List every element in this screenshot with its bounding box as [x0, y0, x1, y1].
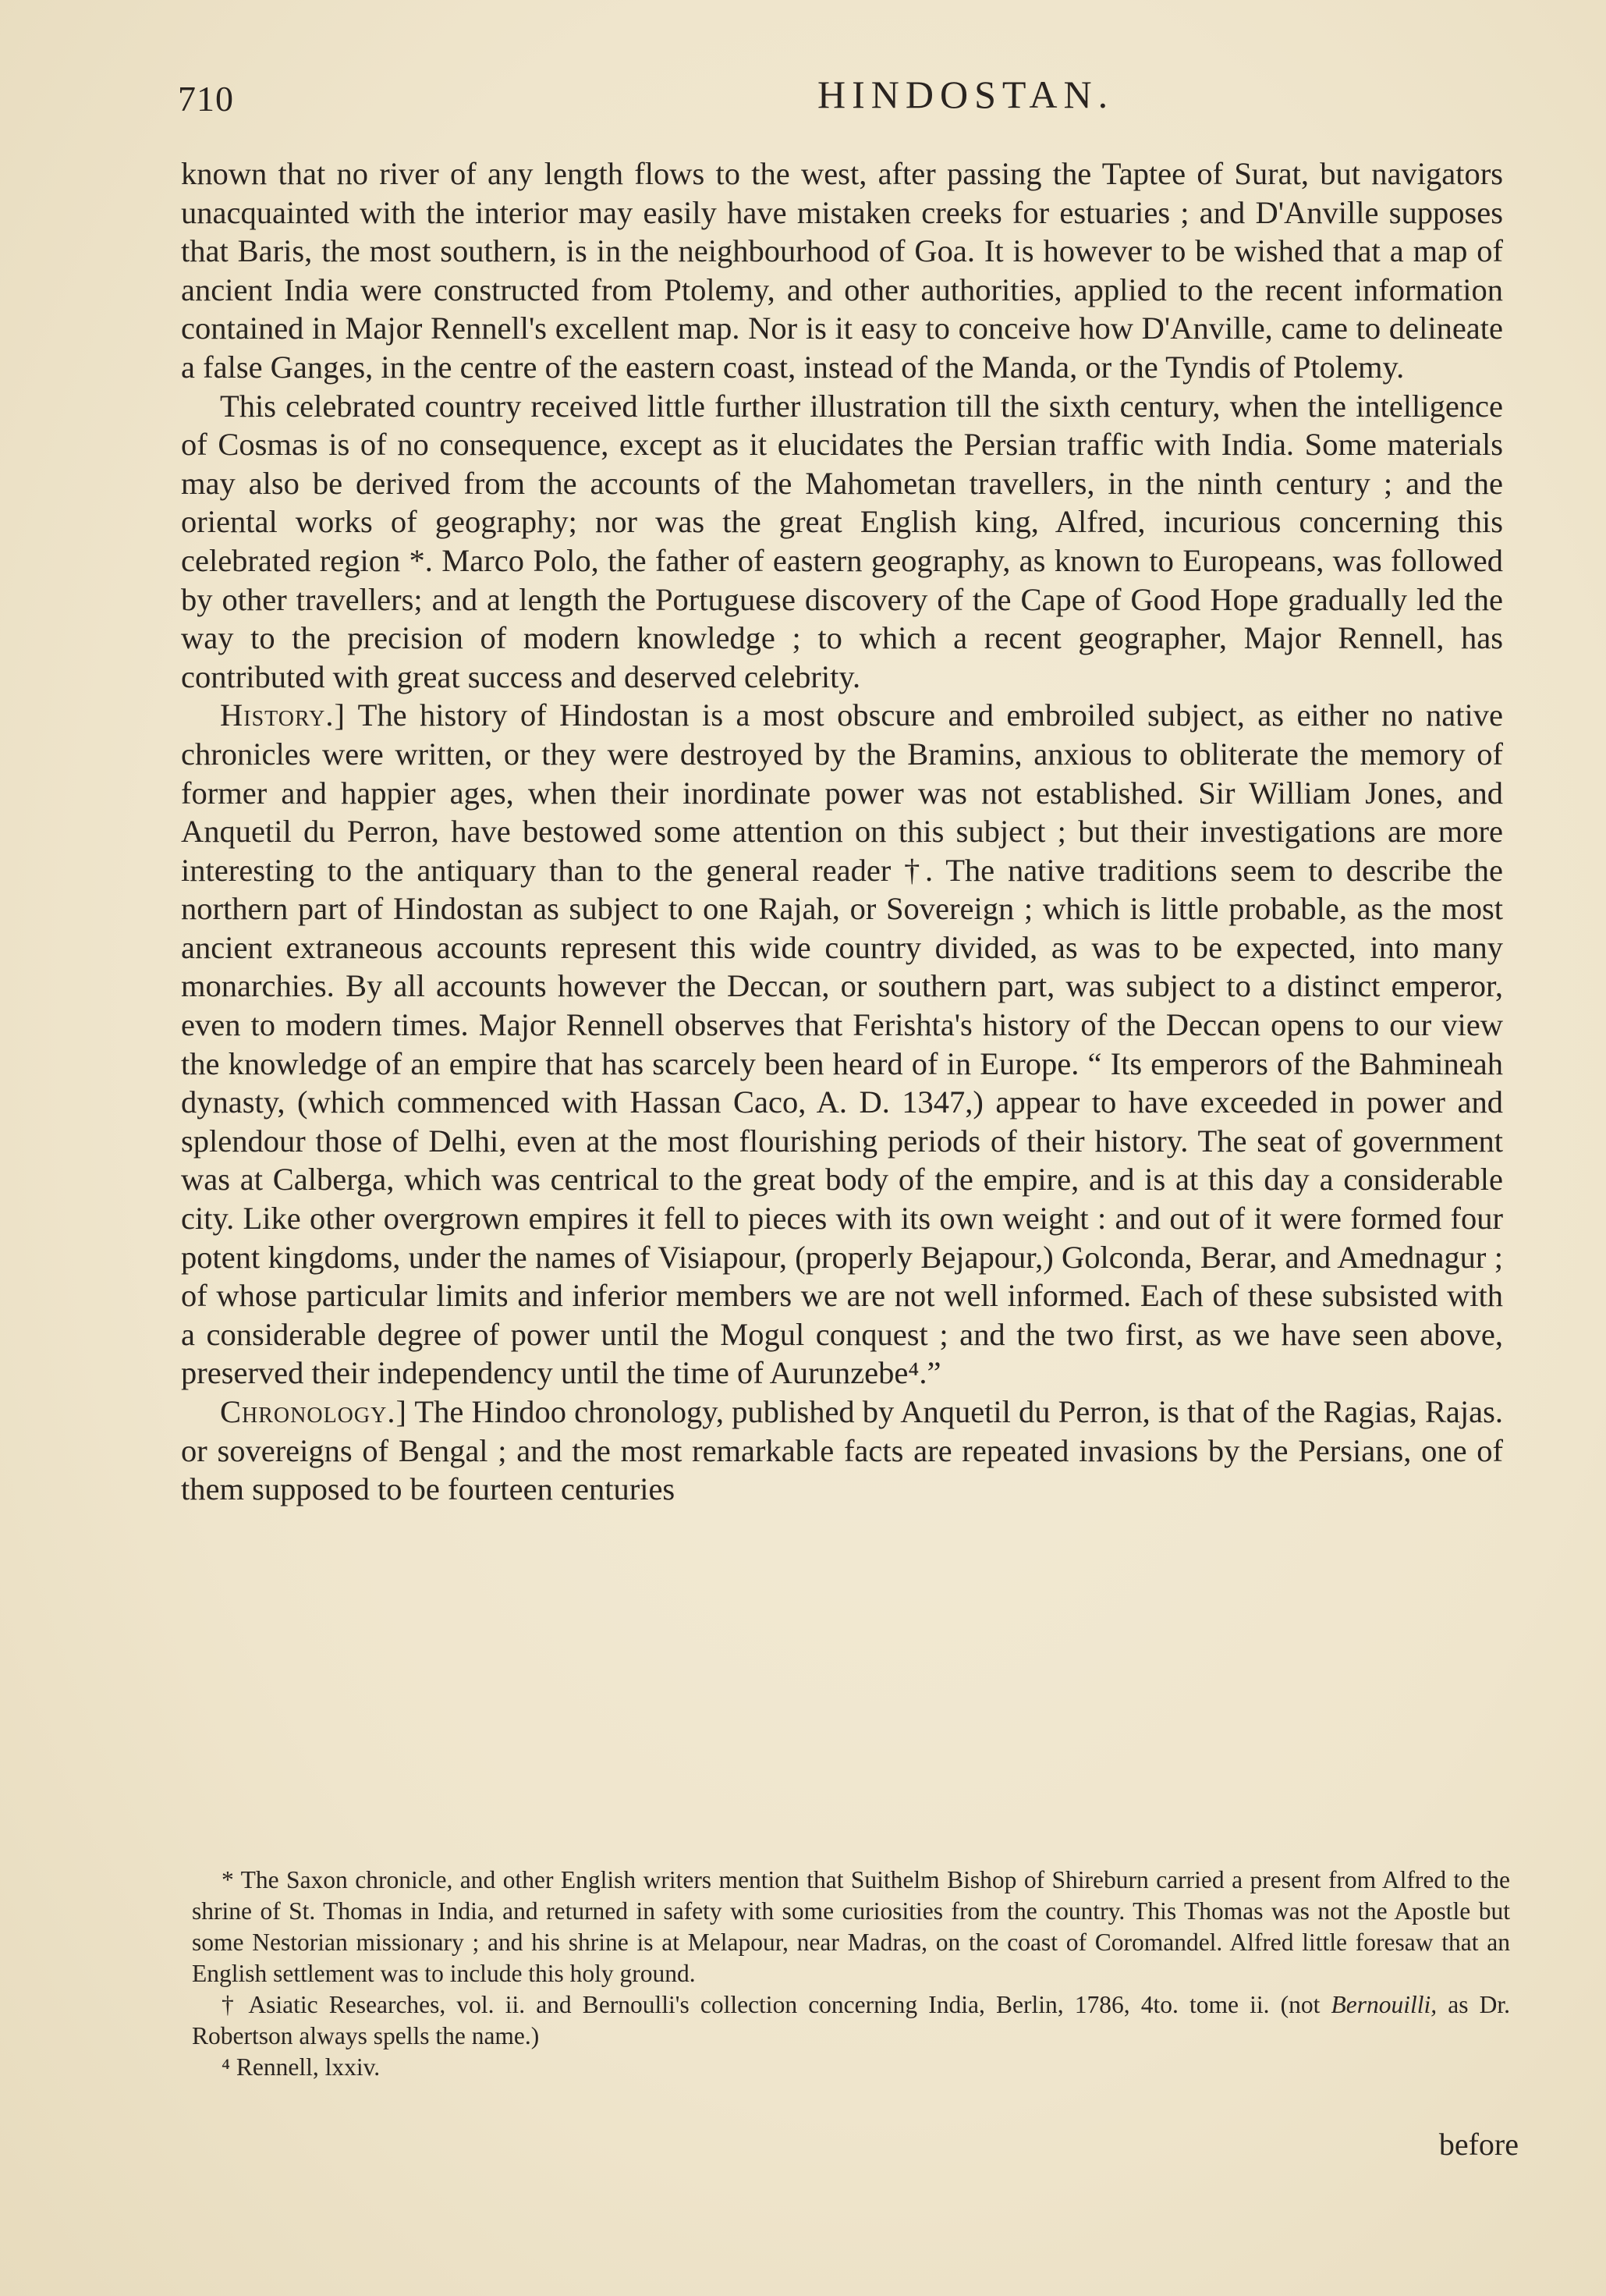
paragraph-chronology-text: The Hindoo chronology, published by Anquetil du Perron, is that of the Ragias, Rajas. or sovereigns of Bengal ; and the most remarkable facts are repeated invasions by the Persians, one of them supposed to be fourteen centuries [181, 1394, 1503, 1507]
footnote-1: * The Saxon chronicle, and other English writers mention that Suithelm Bishop of Shireburn carried a present from Alfred to the shrine of St. Thomas in India, and returned in safety with some curiosities from the country. This Thomas was not the Apostle but some Nestorian missionary ; and his shrine is at Melapour, near Madras, on the coast of Coromandel. Alfred little foresaw that an English settlement was to include this holy ground. [192, 1866, 1510, 1987]
running-title: HINDOSTAN. [817, 73, 1115, 116]
footnote-2-text-a: † Asiatic Researches, vol. ii. and Bernoulli's collection concerning India, Berlin, 1786, 4to. tome ii. (not [222, 1991, 1321, 2018]
paragraph-chronology [181, 1393, 1503, 1509]
footnote-3: ⁴ Rennell, lxxiv. [222, 2053, 381, 2081]
section-heading-history: History.] [220, 697, 346, 733]
paragraph-history-text: The history of Hindostan is a most obscure and embroiled subject, as either no native chronicles were written, or they were destroyed by the Bramins, anxious to obliterate the memory of former and happier ages, when their inordinate power was not established. Sir William Jones, and Anquetil du Perron, have bestowed some attention on this subject ; but their investigations are more interesting to the antiquary than to the general reader †. The native traditions seem to describe the northern part of Hindostan as subject to one Rajah, or Sovereign ; which is little probable, as the most ancient extraneous accounts represent this wide country divided, as was to be expected, into many monarchies. By all accounts however the Deccan, or southern part, was subject to a distinct emperor, even to modern times. Major Rennell observes that Ferishta's history of the Deccan opens to our view the knowledge of an empire that has scarcely been heard of in Europe. “ Its emperors of the Bahmineah dynasty, (which commenced with Hassan Caco, A. D. 1347,) appear to have exceeded in power and splendour those of Delhi, even at the most flourishing periods of their history. The seat of government was at Calberga, which was centrical to the great body of the empire, and is at this day a considerable city. Like other overgrown empires it fell to pieces with its own weight : and out of it were formed four potent kingdoms, under the names of Visiapour, (properly Bejapour,) Golconda, Berar, and Amednagur ; of whose particular limits and inferior members we are not well informed. Each of these subsisted with a considerable degree of power until the Mogul conquest ; and the two first, as we have seen above, preserved their independency until the time of Aurunzebe⁴.” [181, 697, 1503, 1391]
page-header [178, 72, 1504, 126]
paragraph-2: This celebrated country received little further illustration till the sixth century, when the intelligence of Cosmas is of no consequence, except as it elucidates the Persian traffic with India. Some materials may also be derived from the accounts of the Mahometan travellers, in the ninth century ; and the oriental works of geography; nor was the great English king, Alfred, incurious concerning this celebrated region *. Marco Polo, the father of eastern geography, as known to Europeans, was followed by other travellers; and at length the Portuguese discovery of the Cape of Good Hope gradually led the way to the precision of modern knowledge ; to which a recent geographer, Major Rennell, has contributed with great success and deserved celebrity. [181, 388, 1503, 694]
paragraph-1: known that no river of any length flows to the west, after passing the Taptee of Surat, but navigators unacquainted with the interior may easily have mistaken creeks for estuaries ; and D'Anville supposes that Baris, the most southern, is in the neighbourhood of Goa. It is however to be wished that a map of ancient India were constructed from Ptolemy, and other authorities, applied to the recent information contained in Major Rennell's excellent map. Nor is it easy to conceive how D'Anville, came to delineate a false Ganges, in the centre of the eastern coast, instead of the Manda, or the Tyndis of Ptolemy. [181, 156, 1503, 385]
catchword: before [1438, 2127, 1519, 2162]
section-heading-chronology: Chronology.] [220, 1394, 407, 1429]
footnotes [192, 1865, 1510, 2083]
footnote-2-italic: Bernouilli, [1331, 1991, 1438, 2018]
page-number: 710 [178, 79, 234, 119]
paragraph-history [181, 696, 1503, 1393]
footnote-2-text-b: as Dr. Robertson always spells the name.) [192, 1991, 1511, 2049]
main-text [181, 154, 1503, 1509]
footnote-2 [192, 1989, 1510, 2052]
